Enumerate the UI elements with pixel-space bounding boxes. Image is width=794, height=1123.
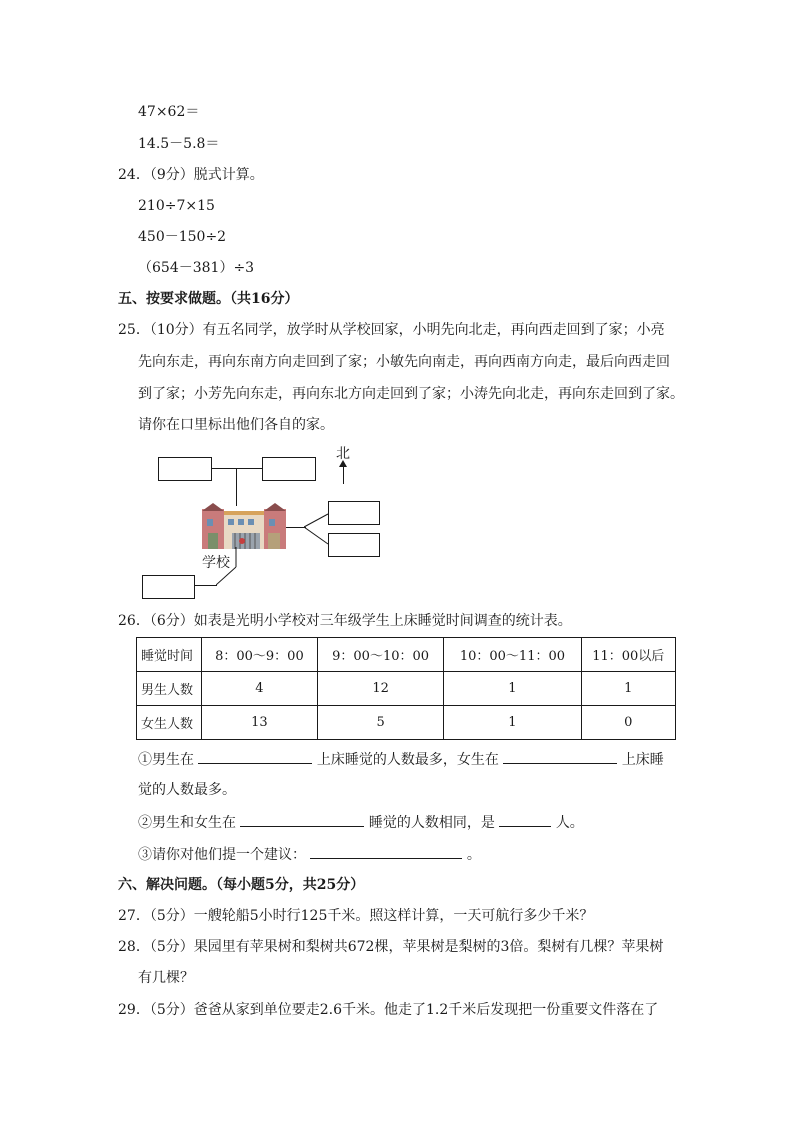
table-cell: 女生人数 (137, 706, 202, 740)
q26-sub2 (138, 812, 584, 833)
table-header-cell: 9：00～10：00 (317, 638, 444, 672)
north-arrow-icon (343, 465, 344, 484)
answer-blank[interactable] (503, 749, 617, 764)
table-cell: 12 (317, 672, 444, 706)
school-label: 学校 (202, 555, 230, 571)
table-header-row (137, 638, 676, 672)
q25-line-2: 先向东走，再向东南方向走回到了家；小敏先向南走，再向西南方向走，最后向西走回 (138, 354, 670, 370)
q26-sub2-text-b: 睡觉的人数相同，是 (368, 815, 495, 831)
north-arrow-head-icon (339, 460, 347, 467)
table-cell: 0 (581, 706, 675, 740)
connector-line (286, 527, 306, 528)
table-header-cell: 8：00～9：00 (202, 638, 318, 672)
direction-diagram (138, 443, 382, 605)
north-label: 北 (336, 446, 350, 462)
q28-line-1: 28．（5分）果园里有苹果树和梨树共672棵，苹果树是梨树的3倍。梨树有几棵？苹果树 (118, 939, 664, 955)
q26-sub3 (138, 844, 481, 865)
table-row (137, 672, 676, 706)
q25-line-3: 到了家；小芳先向东走，再向东北方向走回到了家；小涛先向北走，再向东走回到了家。 (138, 386, 684, 402)
table-cell: 4 (202, 672, 318, 706)
table-header-cell: 10：00～11：00 (444, 638, 581, 672)
q26-sub1-text-b: 上床睡觉的人数最多，女生在 (316, 752, 499, 768)
q26-sub1-text-c: 上床睡 (621, 752, 664, 768)
q24-title: 24．（9分）脱式计算。 (118, 167, 264, 183)
section-6-heading: 六、解决问题。（每小题5分，共25分） (118, 877, 365, 893)
table-header-cell: 11：00以后 (581, 638, 675, 672)
table-cell: 5 (317, 706, 444, 740)
home-box-southwest[interactable] (142, 575, 195, 599)
table-header-cell: 睡觉时间 (137, 638, 202, 672)
table-cell: 1 (444, 672, 581, 706)
sleep-time-table (136, 637, 676, 740)
southwest-path (216, 547, 256, 587)
connector-line (194, 585, 217, 586)
q26-sub3-text-b: 。 (466, 847, 481, 863)
q25-line-4: 请你在口里标出他们各自的家。 (138, 417, 334, 433)
calc-line-2: 14.5－5.8＝ (138, 136, 220, 152)
q28-line-2: 有几棵？ (138, 970, 194, 986)
connector-line (236, 468, 237, 506)
q27: 27．（5分）一艘轮船5小时行125千米。照这样计算，一天可航行多少千米？ (118, 908, 594, 924)
q24-item-1: 210÷7×15 (138, 198, 215, 214)
home-box-southeast[interactable] (328, 533, 380, 557)
home-box-north[interactable] (262, 457, 316, 481)
fork-lines (304, 511, 330, 547)
q26-sub1-line2: 觉的人数最多。 (138, 782, 236, 798)
q29: 29．（5分）爸爸从家到单位要走2.6千米。他走了1.2千米后发现把一份重要文件落在了 (118, 1002, 659, 1018)
section-5-heading: 五、按要求做题。（共16分） (118, 291, 299, 307)
home-box-northeast[interactable] (328, 501, 380, 525)
q26-title: 26．（6分）如表是光明小学校对三年级学生上床睡觉时间调查的统计表。 (118, 613, 572, 629)
calc-line-1: 47×62＝ (138, 104, 200, 120)
answer-blank[interactable] (198, 749, 312, 764)
table-row (137, 706, 676, 740)
q24-item-3: （654－381）÷3 (138, 260, 255, 276)
q24-item-2: 450－150÷2 (138, 229, 227, 245)
school-building-image (202, 503, 286, 549)
home-box-northwest[interactable] (158, 457, 212, 481)
table-cell: 男生人数 (137, 672, 202, 706)
answer-blank[interactable] (499, 812, 551, 827)
q26-sub2-text-a: ②男生和女生在 (138, 815, 236, 831)
q26-sub2-text-c: 人。 (555, 815, 584, 831)
q26-sub3-text-a: ③请你对他们提一个建议： (138, 847, 306, 863)
q26-sub1-line1 (138, 749, 664, 770)
table-cell: 1 (444, 706, 581, 740)
table-cell: 1 (581, 672, 675, 706)
answer-blank[interactable] (240, 812, 364, 827)
q26-sub1-text-a: ①男生在 (138, 752, 194, 768)
q25-line-1: 25．（10分）有五名同学，放学时从学校回家，小明先向北走，再向西走回到了家；小亮 (118, 322, 665, 338)
table-cell: 13 (202, 706, 318, 740)
answer-blank[interactable] (310, 844, 462, 859)
